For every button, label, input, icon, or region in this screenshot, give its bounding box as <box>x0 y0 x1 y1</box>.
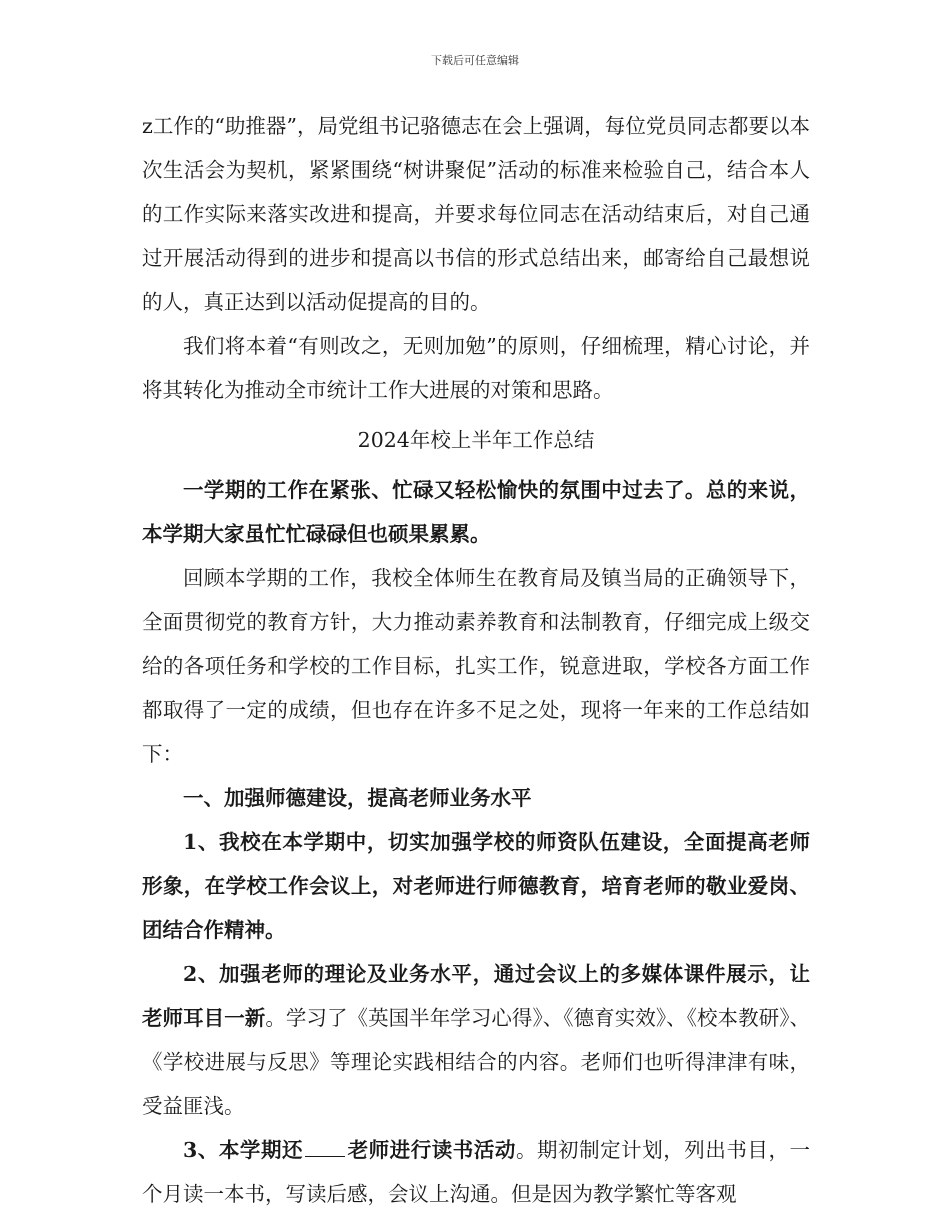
paragraph-intro: 一学期的工作在紧张、忙碌又轻松愉快的氛围中过去了。总的来说，本学期大家虽忙忙碌碌但也硕果累累。 <box>142 478 810 546</box>
header-note: 下载后可任意编辑 <box>431 54 519 67</box>
paragraph-item-3 <box>142 1128 810 1216</box>
paragraph-item-2 <box>142 952 810 1128</box>
document-body <box>142 104 810 1216</box>
paragraph-item-1: 1、我校在本学期中，切实加强学校的师资队伍建设，全面提高老师形象，在学校工作会议上，对老师进行师德教育，培育老师的敬业爱岗、团结合作精神。 <box>142 830 810 942</box>
heading-1: 一、加强师德建设，提高老师业务水平 <box>183 786 532 810</box>
item-3-lead-b: 老师进行读书活动 <box>347 1138 516 1162</box>
blank-underline <box>305 1155 345 1157</box>
section-title: 2024年校上半年工作总结 <box>357 428 595 452</box>
item-2-lead: 2、加强老师的理论及业务水平，通过会议上的多媒体课件展示，让老师耳目一新 <box>142 962 810 1030</box>
paragraph-1: z工作的“助推器”，局党组书记骆德志在会上强调，每位党员同志都要以本次生活会为契机，紧紧围绕“树讲聚促”活动的标准来检验自己，结合本人的工作实际来落实改进和提高，并要求每位同志在活动结束后，对自己通过开展活动得到的进步和提高以书信的形式总结出来，邮寄给自己最想说的人，真正达到以活动促提高的目的。 <box>142 114 810 314</box>
item-2-rest: 。学习了《英国半年学习心得》、《德育实效》、《校本教研》、《学校进展与反思》等理论实践相结合的内容。老师们也听得津津有味，受益匪浅。 <box>142 1006 811 1118</box>
paragraph-review: 回顾本学期的工作，我校全体师生在教育局及镇当局的正确领导下，全面贯彻党的教育方针，大力推动素养教育和法制教育，仔细完成上级交给的各项任务和学校的工作目标，扎实工作，锐意进取，学校各方面工作都取得了一定的成绩，但也存在许多不足之处，现将一年来的工作总结如下： <box>142 566 810 766</box>
item-3-lead-a: 3、本学期还 <box>183 1138 304 1162</box>
item-3-rest: 。期初制定计划，列出书目，一个月读一本书，写读后感，会议上沟通。但是因为教学繁忙等客观 <box>142 1138 811 1206</box>
paragraph-2: 我们将本着“有则改之，无则加勉”的原则，仔细梳理，精心讨论，并将其转化为推动全市统计工作大进展的对策和思路。 <box>142 334 810 402</box>
